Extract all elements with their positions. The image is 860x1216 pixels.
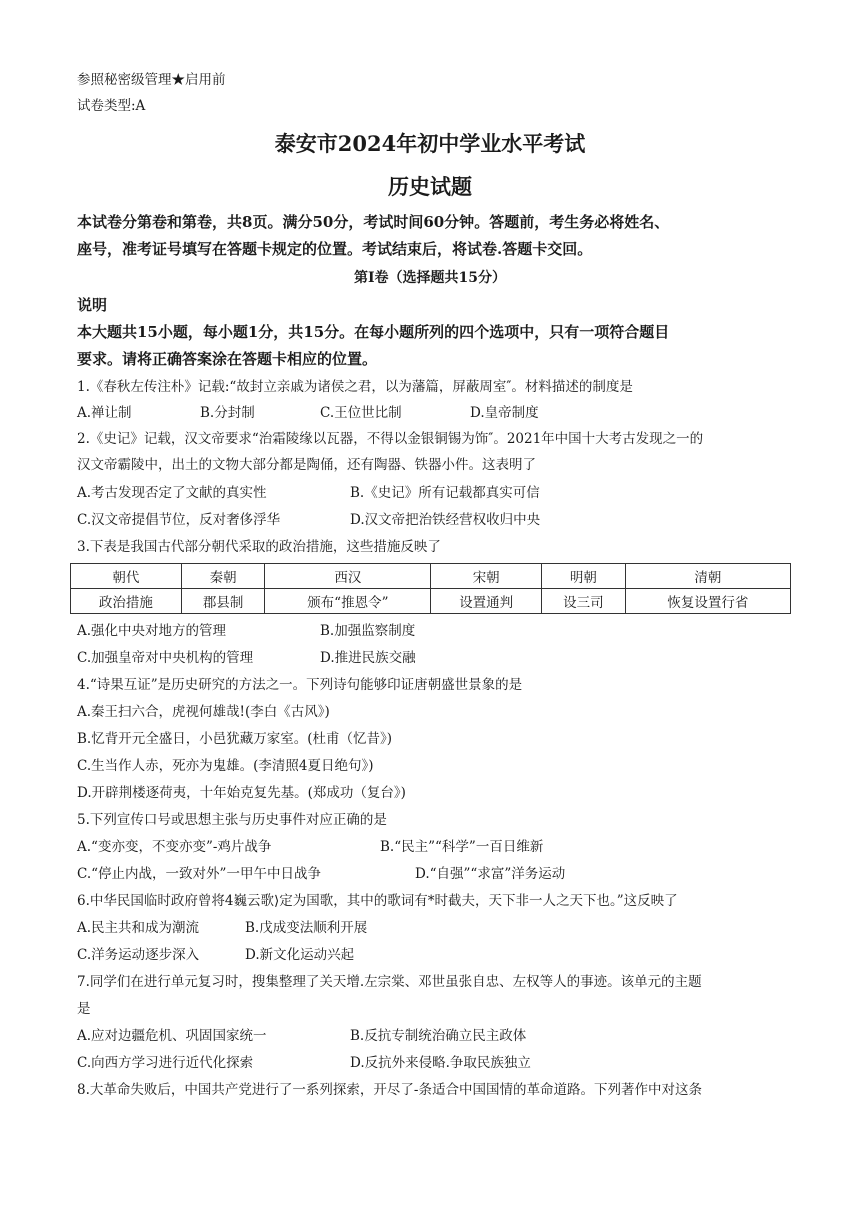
question-4-stem: 4.“诗果互证”是历史研究的方法之一。下列诗句能够印证唐朝盛世景象的是 <box>77 677 523 693</box>
table-cell: 颁布“推恩令” <box>265 589 431 614</box>
question-1-option-a: A.禅让制 <box>77 405 132 421</box>
table-cell: 西汉 <box>265 564 431 589</box>
question-3-option-b: B.加强监察制度 <box>320 623 416 639</box>
question-2-option-b: B.《史记》所有记载都真实可信 <box>350 485 540 501</box>
table-cell: 秦朝 <box>181 564 265 589</box>
question-2-stem-2: 汉文帝霸陵中，出土的文物大部分都是陶俑，还有陶器、铁器小件。这表明了 <box>77 457 536 473</box>
note-line-2: 要求。请将正确答案涂在答题卡相应的位置。 <box>77 350 378 368</box>
question-4-option-a: A.秦王扫六合，虎视何雄哉!(李白《古风》) <box>77 704 330 720</box>
question-5-option-c: C.“停止内战，一致对外”一甲午中日战争 <box>77 866 321 882</box>
question-5-stem: 5.下列宣传口号或思想主张与历史事件对应正确的是 <box>77 812 387 828</box>
table-row <box>71 589 791 614</box>
question-8-stem: 8.大革命失败后，中国共产党进行了一系列探索，开尽了-条适合中国国情的革命道路。下列著作中对这条 <box>77 1082 702 1098</box>
exam-subtitle: 历史试题 <box>388 174 472 199</box>
question-6-option-b: B.戊成变法顺利开展 <box>245 920 368 936</box>
question-6-option-d: D.新文化运动兴起 <box>245 947 355 963</box>
question-7-option-b: B.反抗专制统治确立民主政体 <box>350 1028 527 1044</box>
question-2-option-a: A.考古发现否定了文献的真实性 <box>77 485 267 501</box>
question-7-option-a: A.应对边疆危机、巩固国家统一 <box>77 1028 267 1044</box>
question-3-option-a: A.强化中央对地方的管理 <box>77 623 227 639</box>
question-5-option-b: B.“民主”“科学”一百日维新 <box>380 839 544 855</box>
question-7-stem-1: 7.同学们在进行单元复习时，搜集整理了关天增.左宗棠、邓世虽张自忠、左权等人的事迹。该单元的主题 <box>77 974 702 990</box>
question-3-stem: 3.下表是我国古代部分朝代采取的政治措施，这些措施反映了 <box>77 539 441 555</box>
question-2-stem-1: 2.《史记》记载，汉文帝要求“治霜陵缘以瓦器，不得以金银铜锡为饰″。2021年中国十大考古发现之一的 <box>77 431 704 447</box>
table-cell: 设三司 <box>542 589 626 614</box>
table-cell: 明朝 <box>542 564 626 589</box>
question-1-option-b: B.分封制 <box>200 405 255 421</box>
table-cell: 政治措施 <box>71 589 182 614</box>
question-2-option-d: D.汉文帝把治铁经营权收归中央 <box>350 512 541 528</box>
question-5-option-d: D.“自强”“求富”洋务运动 <box>415 866 566 882</box>
dynasty-measures-table <box>70 563 791 614</box>
question-5-option-a: A.“变亦变，不变亦变”-鸡片战争 <box>77 839 272 855</box>
question-2-option-c: C.汉文帝提倡节位，反对奢侈浮华 <box>77 512 281 528</box>
confidential-label: 参照秘密级管理★启用前 <box>77 72 226 88</box>
table-cell: 设置通判 <box>431 589 542 614</box>
table-cell: 朝代 <box>71 564 182 589</box>
intro-line-2: 座号，准考证号填写在答题卡规定的位置。考试结束后，将试卷.答题卡交回。 <box>77 240 593 258</box>
question-1-option-c: C.王位世比制 <box>320 405 402 421</box>
question-4-option-c: C.生当作人赤，死亦为鬼雄。(李清照4夏日绝句》) <box>77 758 374 774</box>
question-6-stem: 6.中华民国临时政府曾将4巍云歌⟩定为国歌，其中的歌词有*时截夫，天下非一人之天下也。”这反映了 <box>77 893 678 909</box>
question-1-stem: 1.《春秋左传注朴》记载:“故封立亲戚为诸侯之君，以为藩篇，屏蔽周室″。材料描述的制度是 <box>77 379 633 395</box>
table-cell: 宋朝 <box>431 564 542 589</box>
intro-line-1: 本试卷分第卷和第卷，共8页。满分50分，考试时间60分钟。答题前，考生务必将姓名、 <box>77 213 670 231</box>
question-1-option-d: D.皇帝制度 <box>470 405 539 421</box>
exam-title: 泰安市2024年初中学业水平考试 <box>274 131 586 156</box>
table-row <box>71 564 791 589</box>
question-3-option-d: D.推进民族交融 <box>320 650 416 666</box>
question-4-option-b: B.忆背开元全盛日，小邑犹藏万家室。(杜甫（忆昔》) <box>77 731 392 747</box>
paper-type-label: 试卷类型:A <box>77 98 146 114</box>
table-cell: 郡县制 <box>181 589 265 614</box>
question-6-option-c: C.洋务运动逐步深入 <box>77 947 200 963</box>
question-4-option-d: D.开辟荆楼逐荷夷，十年始克复先基。(郑成功（复台》) <box>77 785 406 801</box>
question-6-option-a: A.民主共和成为潮流 <box>77 920 200 936</box>
question-3-option-c: C.加强皇帝对中央机构的管理 <box>77 650 254 666</box>
table-cell: 清朝 <box>625 564 790 589</box>
table-cell: 恢复设置行省 <box>625 589 790 614</box>
question-7-option-c: C.向西方学习进行近代化探索 <box>77 1055 254 1071</box>
note-line-1: 本大题共15小题，每小题1分，共15分。在每小题所列的四个选项中，只有一项符合题目 <box>77 323 670 341</box>
note-label: 说明 <box>77 296 108 314</box>
question-7-stem-2: 是 <box>77 1001 91 1017</box>
question-7-option-d: D.反抗外来侵略.争取民族独立 <box>350 1055 531 1071</box>
section-heading: 第Ⅰ卷（选择题共15分） <box>353 270 507 286</box>
